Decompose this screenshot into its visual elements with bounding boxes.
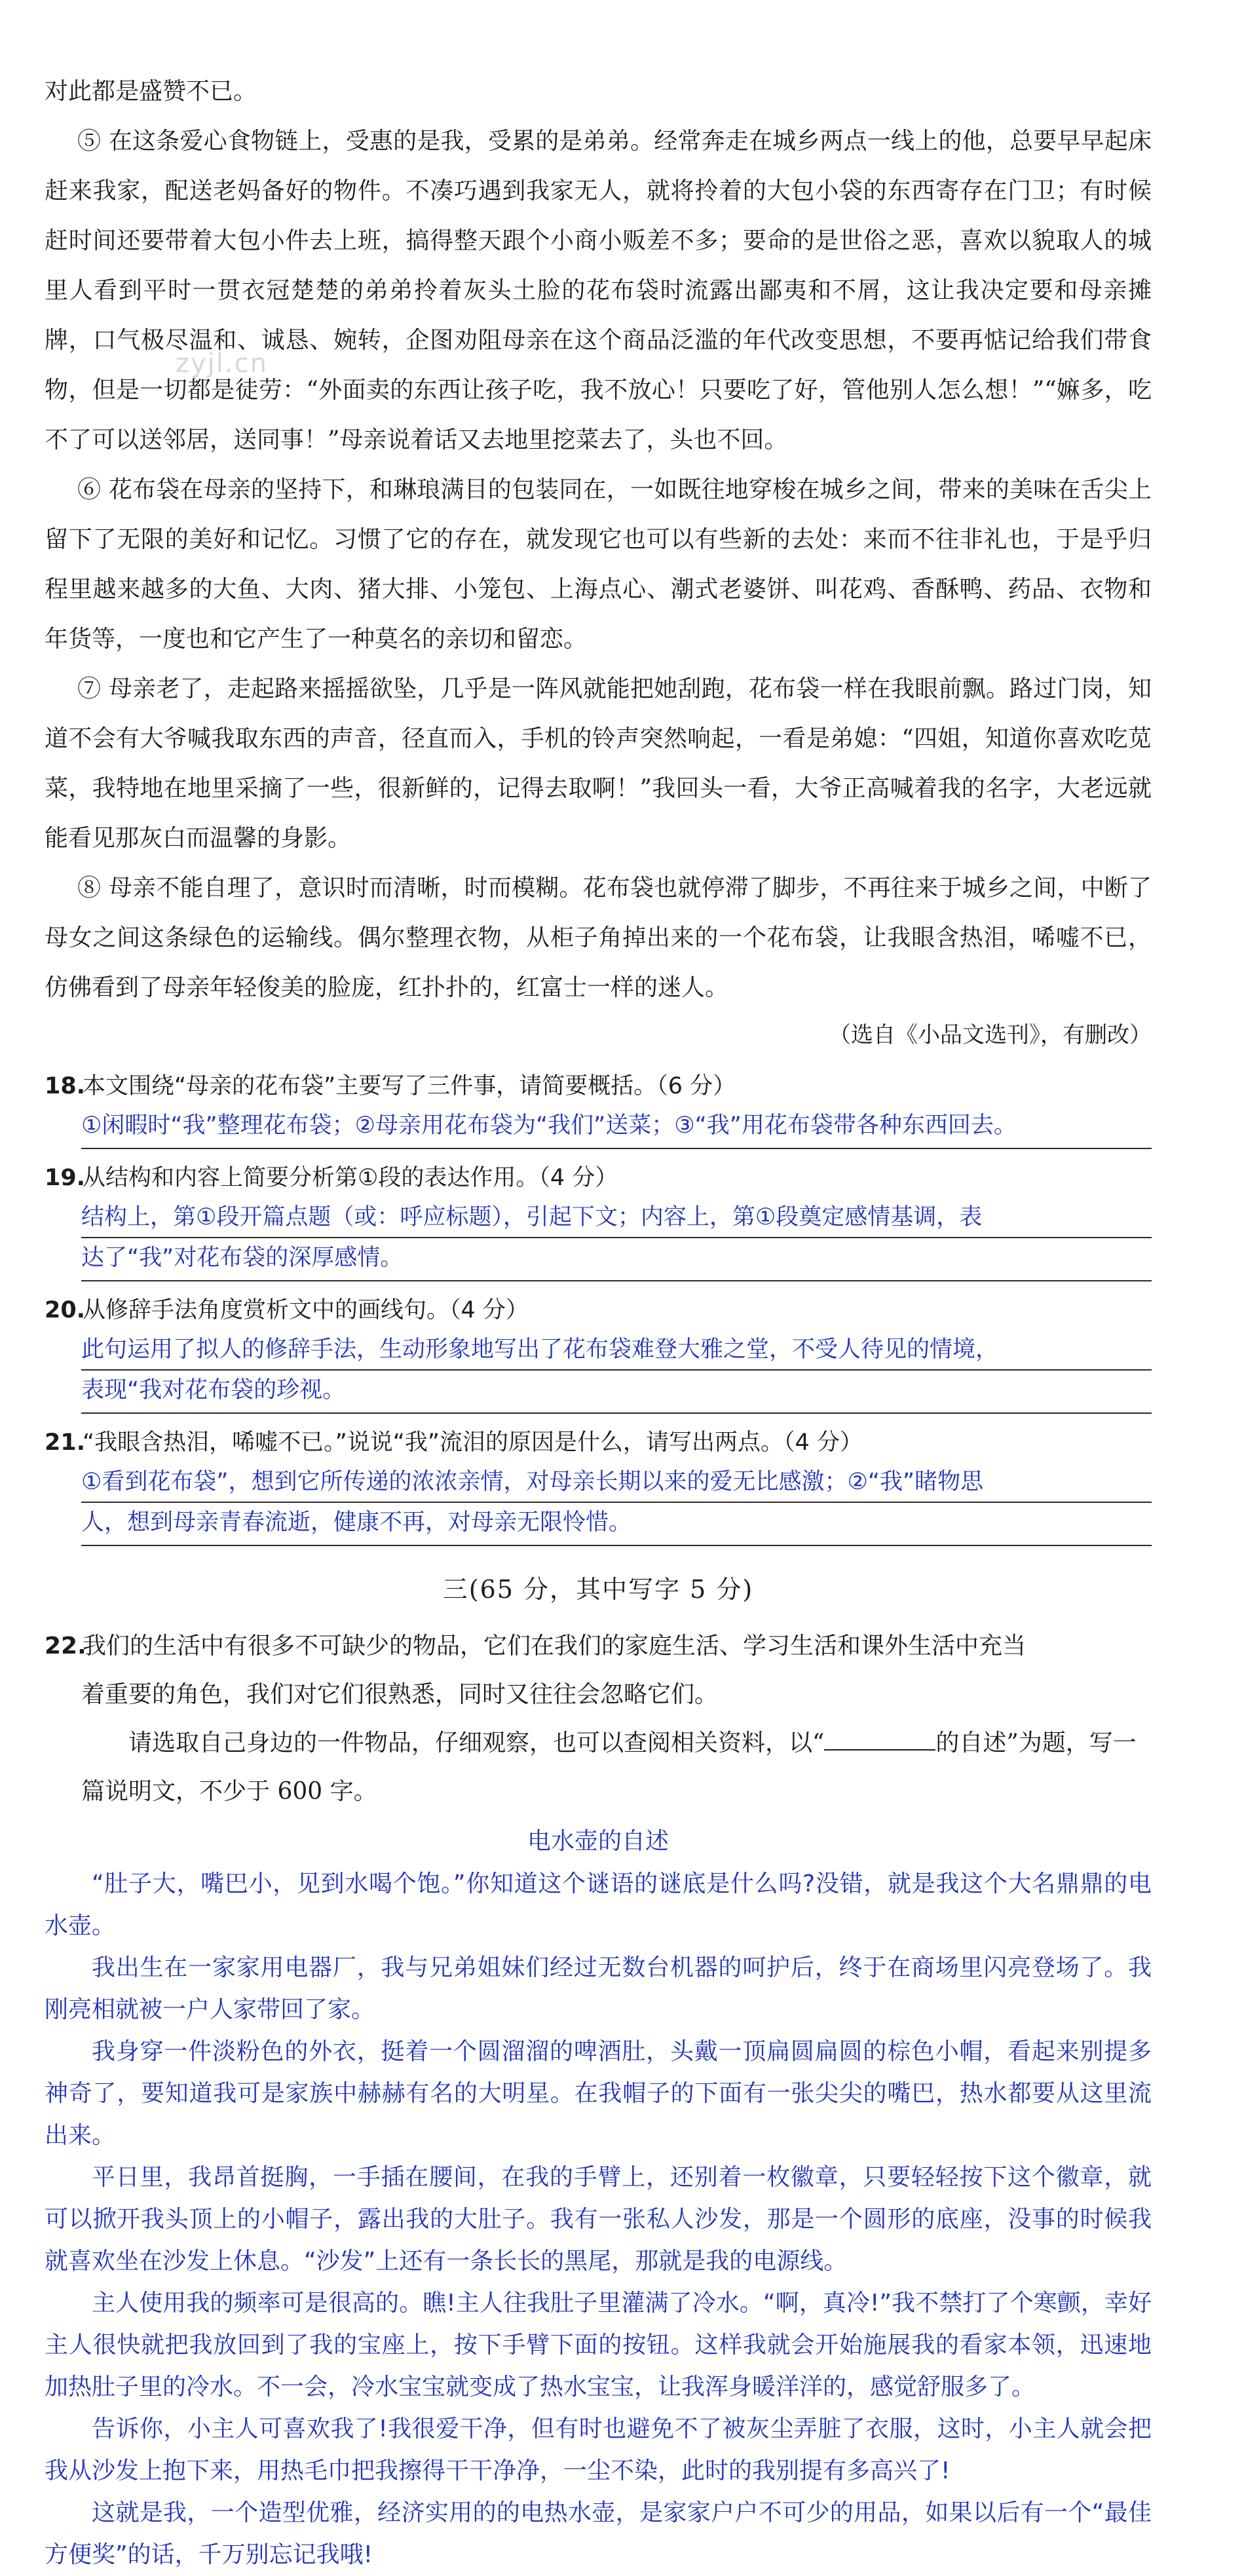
section-3-title: 三(65 分，其中写字 5 分) bbox=[442, 1575, 754, 1604]
question-text: 从修辞手法角度赏析文中的画线句。（4 分） bbox=[83, 1297, 529, 1323]
answer-line: 表现“我对花布袋的珍视。 bbox=[81, 1377, 346, 1403]
essay-body bbox=[45, 1863, 1152, 2576]
essay-paragraph: 主人使用我的频率可是很高的。瞧!主人往我肚子里灌满了冷水。“啊，真冷!”我不禁打了个寒颤，幸好主人很快就把我放回到了我的宝座上，按下手臂下面的按钮。这样我就会开始施展我的看家本领，迅速地加热肚子里的冷水。不一会，冷水宝宝就变成了热水宝宝，让我浑身暖洋洋的，感觉舒服多了。 bbox=[45, 2290, 1152, 2400]
question-number: 21. bbox=[45, 1430, 86, 1456]
question-number: 20. bbox=[45, 1297, 86, 1323]
answer-line: 此句运用了拟人的修辞手法，生动形象地写出了花布袋难登大雅之堂，不受人待见的情境， bbox=[81, 1330, 1152, 1371]
answer-20 bbox=[81, 1330, 1152, 1414]
essay-paragraph: 平日里，我昂首挺胸，一手插在腰间，在我的手臂上，还别着一枚徽章，只要轻轻按下这个徽章，就可以掀开我头顶上的小帽子，露出我的大肚子。我有一张私人沙发，那是一个圆形的底座，没事的时候我就喜欢坐在沙发上休息。“沙发”上还有一条长长的黑尾，那就是我的电源线。 bbox=[45, 2164, 1152, 2275]
question-text: 从结构和内容上简要分析第①段的表达作用。（4 分） bbox=[83, 1165, 618, 1191]
essay-paragraph: 告诉你，小主人可喜欢我了!我很爱干净，但有时也避免不了被灰尘弄脏了衣服，这时，小主人就会把我从沙发上抱下来，用热毛巾把我擦得干干净净，一尘不染，此时的我别提有多高兴了! bbox=[45, 2415, 1152, 2484]
question-19 bbox=[45, 1158, 1152, 1281]
essay-paragraph: “肚子大，嘴巴小，见到水喝个饱。”你知道这个谜语的谜底是什么吗?没错，就是我这个大名鼎鼎的电水壶。 bbox=[45, 1870, 1152, 1939]
question-20 bbox=[45, 1291, 1152, 1414]
answer-21 bbox=[81, 1462, 1152, 1546]
question-text: “我眼含热泪，唏嘘不已。”说说“我”流泪的原因是什么，请写出两点。（4 分） bbox=[83, 1430, 863, 1456]
answer-18 bbox=[81, 1106, 1152, 1149]
passage-source: （选自《小品文选刊》，有删改） bbox=[829, 1022, 1152, 1048]
passage-paragraph-7: ⑦ 母亲老了，走起路来摇摇欲坠，几乎是一阵风就能把她刮跑，花布袋一样在我眼前飘。路过门岗，知道不会有大爷喊我取东西的声音，径直而入，手机的铃声突然响起，一看是弟媳：“四姐，知道你喜欢吃苋菜，我特地在地里采摘了一些，很新鲜的，记得去取啊！”我回头一看，大爷正高喊着我的名字，大老远就能看见那灰白而温馨的身影。 bbox=[45, 675, 1152, 852]
content bbox=[45, 67, 1152, 2576]
answer-line: 人，想到母亲青春流逝，健康不再，对母亲无限怜惜。 bbox=[81, 1509, 632, 1536]
passage-paragraph-8: ⑧ 母亲不能自理了，意识时而清晰，时而模糊。花布袋也就停滞了脚步，不再往来于城乡之间，中断了母女之间这条绿色的运输线。偶尔整理衣物，从柜子角掉出来的一个花布袋，让我眼含热泪，唏嘘不已，仿佛看到了母亲年轻俊美的脸庞，红扑扑的，红富士一样的迷人。 bbox=[45, 875, 1152, 1001]
question-text: 本文围绕“母亲的花布袋”主要写了三件事，请简要概括。（6 分） bbox=[83, 1073, 736, 1099]
essay-paragraph: 我身穿一件淡粉色的外衣，挺着一个圆溜溜的啤酒肚，头戴一顶扁圆扁圆的棕色小帽，看起来别提多神奇了，要知道我可是家族中赫赫有名的大明星。在我帽子的下面有一张尖尖的嘴巴，热水都要从这里流出来。 bbox=[45, 2038, 1152, 2149]
question-22 bbox=[45, 1622, 1152, 1671]
essay-paragraph: 这就是我，一个造型优雅，经济实用的的电热水壶，是家家户户不可少的用品，如果以后有一个“最佳方便奖”的话，千万别忘记我哦! bbox=[45, 2499, 1152, 2568]
question-18 bbox=[45, 1067, 1152, 1149]
question-22-requirement bbox=[81, 1719, 1152, 1816]
question-number: 18. bbox=[45, 1073, 86, 1099]
watermark: zyjl.cn bbox=[176, 349, 268, 379]
answer-line: 结构上，第①段开篇点题（或：呼应标题），引起下文；内容上，第①段奠定感情基调，表 bbox=[81, 1198, 1152, 1238]
answer-line: 达了“我”对花布袋的深厚感情。 bbox=[81, 1245, 404, 1271]
answer-line: ①看到花布袋”，想到它所传递的浓浓亲情，对母亲长期以来的爱无比感激；②“我”睹物思 bbox=[81, 1462, 1152, 1503]
answer-line: ①闲暇时“我”整理花布袋；②母亲用花布袋为“我们”送菜；③“我”用花布袋带各种东西回去。 bbox=[81, 1112, 1017, 1139]
passage-intro: 对此都是盛赞不已。 bbox=[45, 78, 257, 105]
passage-paragraph-6: ⑥ 花布袋在母亲的坚持下，和琳琅满目的包装同在，一如既往地穿梭在城乡之间，带来的美味在舌尖上留下了无限的美好和记忆。习惯了它的存在，就发现它也可以有些新的去处：来而不往非礼也，于是乎归程里越来越多的大鱼、大肉、猪大排、小笼包、上海点心、潮式老婆饼、叫花鸡、香酥鸭、药品、衣物和年货等，一度也和它产生了一种莫名的亲切和留恋。 bbox=[45, 476, 1152, 653]
essay-title: 电水壶的自述 bbox=[527, 1828, 669, 1855]
title-blank bbox=[824, 1730, 935, 1751]
question-number: 19. bbox=[45, 1165, 86, 1191]
question-21 bbox=[45, 1423, 1152, 1546]
essay-paragraph: 我出生在一家家用电器厂，我与兄弟姐妹们经过无数台机器的呵护后，终于在商场里闪亮登场了。我刚亮相就被一户人家带回了家。 bbox=[45, 1954, 1152, 2023]
requirement-text-a: 请选取自己身边的一件物品，仔细观察，也可以查阅相关资料，以“ bbox=[128, 1730, 825, 1756]
question-22-line-2: 着重要的角色，我们对它们很熟悉，同时又往往会忽略它们。 bbox=[81, 1681, 719, 1708]
passage-paragraph-5: ⑤ 在这条爱心食物链上，受惠的是我，受累的是弟弟。经常奔走在城乡两点一线上的他，总要早早起床赶来我家，配送老妈备好的物件。不凑巧遇到我家无人，就将拎着的大包小袋的东西寄存在门卫；有时候赶时间还要带着大包小件去上班，搞得整天跟个小商小贩差不多；要命的是世俗之恶，喜欢以貌取人的城里人看到平时一贯衣冠楚楚的弟弟拎着灰头土脸的花布袋时流露出鄙夷和不屑，这让我决定要和母亲摊牌，口气极尽温和、诚恳、婉转，企图劝阻母亲在这个商品泛滥的年代改变思想，不要再惦记给我们带食物，但是一切都是徒劳：“外面卖的东西让孩子吃，我不放心！只要吃了好，管他别人怎么想！”“嫲多，吃不了可以送邻居，送同事！”母亲说着话又去地里挖菜去了，头也不回。 bbox=[45, 128, 1152, 453]
answer-19 bbox=[81, 1198, 1152, 1281]
requirement-text-b: 的自述”为题，写一篇说明文，不少于 600 字。 bbox=[81, 1730, 1137, 1805]
question-number: 22. bbox=[45, 1633, 86, 1659]
question-22-line-1: 我们的生活中有很多不可缺少的物品，它们在我们的家庭生活、学习生活和课外生活中充当 bbox=[83, 1633, 1027, 1659]
